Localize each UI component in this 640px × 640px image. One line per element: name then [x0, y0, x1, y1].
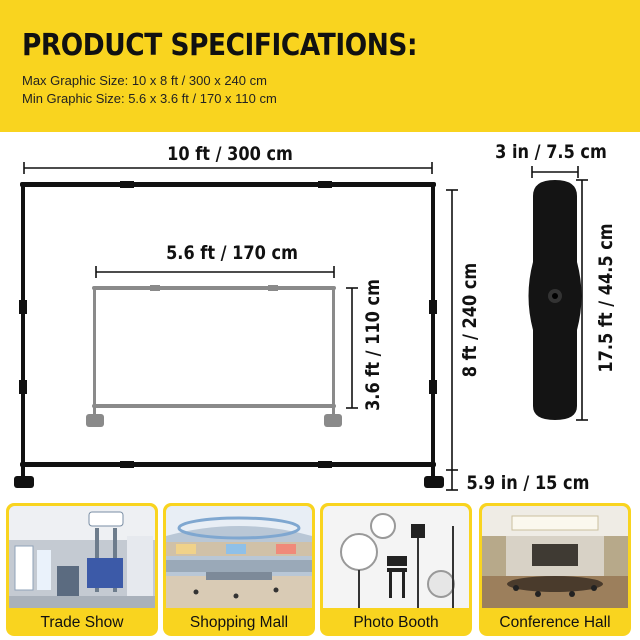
- trade-show-card: [6, 503, 158, 636]
- page-title: PRODUCT SPECIFICATIONS:: [22, 28, 418, 63]
- trade-show-photo: [9, 506, 155, 608]
- trade-show-label: Trade Show: [40, 614, 124, 631]
- shopping-mall-label: Shopping Mall: [189, 614, 289, 631]
- conference-hall-card: [479, 503, 631, 636]
- shopping-mall-photo: [166, 506, 312, 608]
- base-height-label: 5.9 in / 15 cm: [466, 472, 590, 494]
- min-width-label: 5.6 ft / 170 cm: [166, 242, 298, 264]
- photo-booth-photo: [323, 506, 469, 608]
- min-graphic-size: Min Graphic Size: 5.6 x 3.6 ft / 170 x 110 cm: [22, 91, 277, 106]
- stand-foot: [529, 180, 582, 420]
- min-height-dimension-line: [346, 288, 358, 408]
- max-width-label: 10 ft / 300 cm: [167, 143, 293, 165]
- backdrop-stand-diagram: [0, 132, 640, 502]
- max-height-dimension-line: [446, 190, 458, 470]
- conference-hall-photo: [482, 506, 628, 608]
- foot-width-dimension-line: [532, 166, 578, 178]
- max-height-label: 8 ft / 240 cm: [459, 262, 481, 378]
- min-width-dimension-line: [96, 266, 334, 278]
- photo-booth-label: Photo Booth: [353, 614, 439, 631]
- base-height-dimension-line: [446, 470, 458, 490]
- min-height-label: 3.6 ft / 110 cm: [362, 279, 384, 411]
- foot-length-label: 17.5 ft / 44.5 cm: [595, 223, 617, 373]
- photo-booth-card: [320, 503, 472, 636]
- application-gallery: [0, 500, 640, 640]
- max-graphic-size: Max Graphic Size: 10 x 8 ft / 300 x 240 cm: [22, 73, 267, 88]
- spec-header: [0, 0, 640, 132]
- small-frame: [86, 285, 342, 427]
- shopping-mall-card: [163, 503, 315, 636]
- foot-width-label: 3 in / 7.5 cm: [495, 141, 607, 163]
- conference-hall-label: Conference Hall: [499, 614, 611, 631]
